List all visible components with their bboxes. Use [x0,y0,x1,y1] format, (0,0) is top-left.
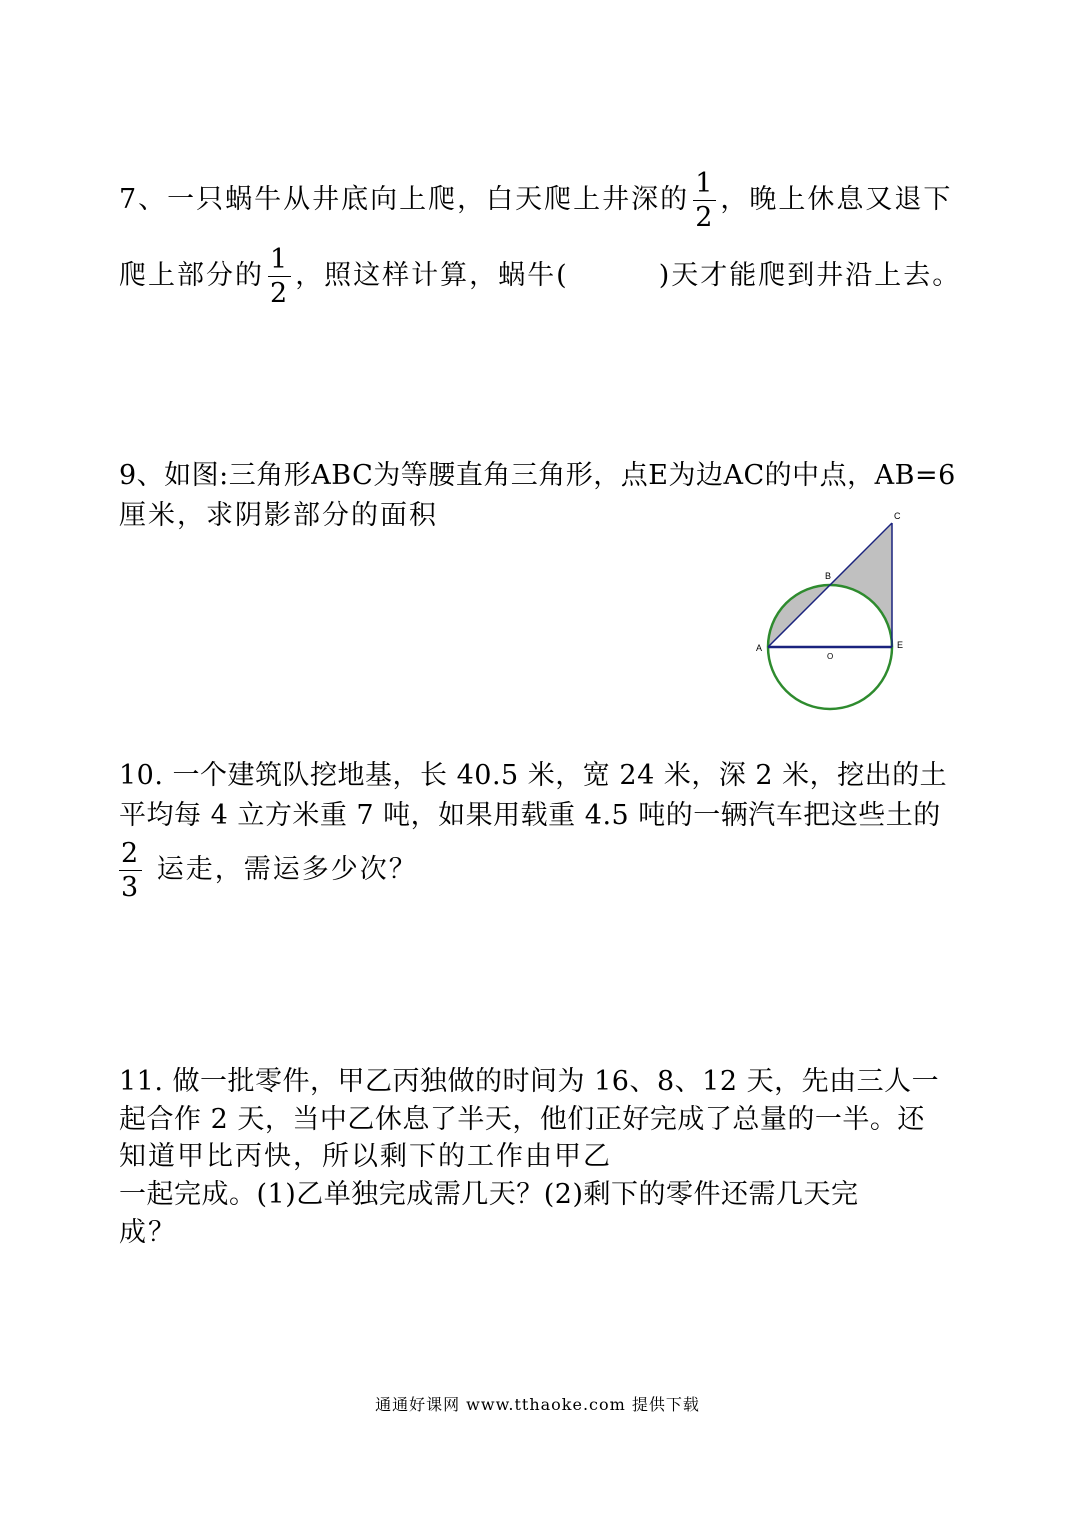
q11-line4: 一起完成。(1)乙单独完成需几天？(2)剩下的零件还需几天完 [119,1179,859,1210]
q7-line2-prefix: 爬上部分的 [119,260,264,291]
q10-fraction: $\frac{2}{3}$ [121,838,141,903]
q11-line5: 成？ [119,1217,177,1248]
q7-line1-suffix: ，晚上休息又退下 [720,184,953,215]
q7-fraction-2: $\frac{1}{2}$ [270,244,290,309]
q10-line1: 10. 一个建筑队挖地基，长 40.5 米，宽 24 米，深 2 米，挖出的土 [119,760,948,791]
footer-credit: 通通好课网 www.tthaoke.com 提供下载 [375,1395,700,1414]
q11-line3: 知道甲比丙快，所以剩下的工作由甲乙 [119,1141,612,1172]
label-a: A [756,643,763,653]
q7-line1-prefix: 7、一只蜗牛从井底向上爬，白天爬上井深的 [119,184,690,215]
label-e: E [897,640,904,650]
q7-line2-mid: ，照这样计算，蜗牛( [295,260,569,291]
q9-line2: 厘米，求阴影部分的面积 [119,500,438,531]
label-b: B [825,571,832,581]
q10-line2: 平均每 4 立方米重 7 吨，如果用载重 4.5 吨的一辆汽车把这些土的 [119,800,941,831]
triangle-circle-figure [748,506,918,716]
q10-line3-suffix: 运走，需运多少次？ [156,854,418,885]
q10-line3 [119,840,418,901]
q7-line2-suffix: )天才能爬到井沿上去。 [658,260,962,291]
q7-line2 [119,246,961,307]
label-o: O [827,652,834,661]
q7-line1 [119,170,952,231]
q11-line1: 11. 做一批零件，甲乙丙独做的时间为 16、8、12 天，先由三人一 [119,1066,940,1097]
q9-line1: 9、如图:三角形ABC为等腰直角三角形，点E为边AC的中点，AB=6 [119,460,956,491]
q11-line2: 起合作 2 天，当中乙休息了半天，他们正好完成了总量的一半。还 [119,1104,925,1135]
q7-fraction-1: $\frac{1}{2}$ [695,168,715,233]
label-c: C [894,511,901,521]
